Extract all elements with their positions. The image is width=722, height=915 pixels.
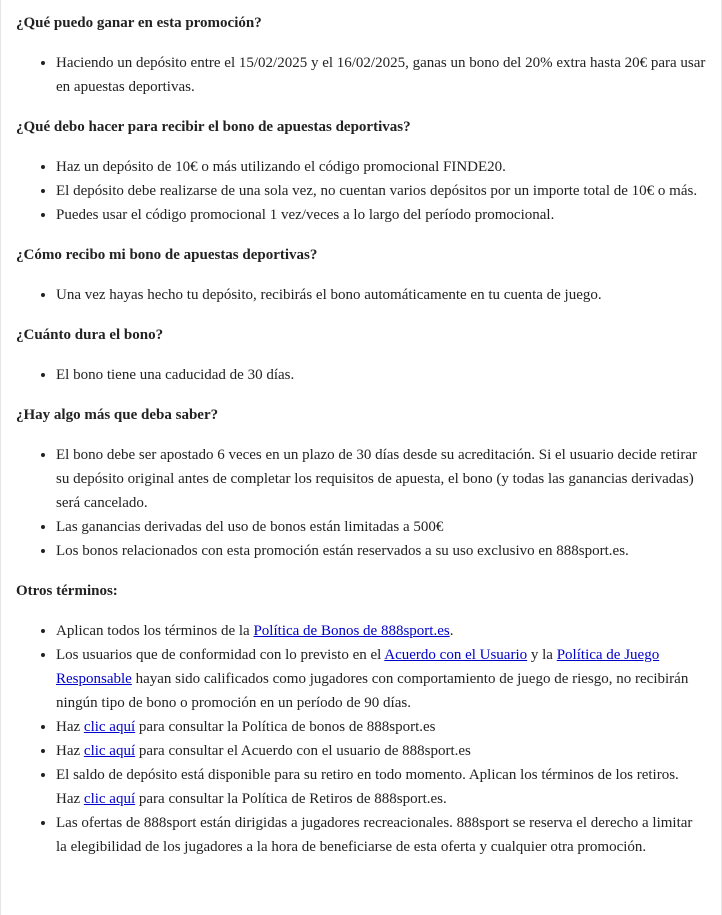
- list-item: [56, 51, 706, 99]
- item-text: Puedes usar el código promocional 1 vez/veces a lo largo del período promocional.: [56, 207, 555, 223]
- item-text: .: [449, 623, 454, 639]
- list-item: [56, 643, 706, 715]
- section-heading: ¿Cómo recibo mi bono de apuestas deportivas?: [16, 247, 318, 263]
- item-text: Los bonos relacionados con esta promoción están reservados a su uso exclusivo en 888sport.es.: [56, 543, 629, 559]
- item-text: Haz un depósito de 10€ o más utilizando el código promocional FINDE20.: [56, 159, 506, 175]
- item-text: Las ganancias derivadas del uso de bonos están limitadas a 500€: [56, 519, 444, 535]
- list-item: [56, 739, 706, 763]
- list-item: [56, 363, 706, 387]
- section-heading: ¿Qué debo hacer para recibir el bono de apuestas deportivas?: [16, 119, 411, 135]
- section-heading: ¿Hay algo más que deba saber?: [16, 407, 219, 423]
- link-click-here-agreement[interactable]: clic aquí: [83, 743, 136, 759]
- list-item: [56, 515, 706, 539]
- list-item: [56, 763, 706, 811]
- item-text: Haz: [56, 743, 84, 759]
- bullet-list: [16, 363, 706, 387]
- item-text: El saldo de depósito está disponible para su retiro en todo momento. Aplican los términos de los retiros. Haz: [56, 767, 679, 807]
- item-text: para consultar el Acuerdo con el usuario de 888sport.es: [135, 743, 471, 759]
- item-text: para consultar la Política de bonos de 888sport.es: [135, 719, 436, 735]
- item-text: Haz: [56, 719, 84, 735]
- list-item: [56, 619, 706, 643]
- section-heading: Otros términos:: [16, 583, 118, 599]
- section-heading: ¿Qué puedo ganar en esta promoción?: [16, 15, 262, 31]
- list-item: [56, 155, 706, 179]
- list-item: [56, 283, 706, 307]
- item-text: Los usuarios que de conformidad con lo previsto en el: [56, 647, 385, 663]
- bullet-list: [16, 155, 706, 227]
- list-item: [56, 811, 706, 859]
- list-item: [56, 539, 706, 563]
- link-bonus-policy[interactable]: Política de Bonos de 888sport.es: [253, 623, 450, 639]
- section-heading: ¿Cuánto dura el bono?: [16, 327, 164, 343]
- list-item: [56, 203, 706, 227]
- promo-terms-content: [1, 0, 706, 859]
- item-text: Las ofertas de 888sport están dirigidas a jugadores recreacionales. 888sport se reserva el derecho a limitar la elegibilidad de los jugadores a la hora de beneficiarse de esta oferta y cualquier otra promoción.: [56, 815, 693, 855]
- item-text: hayan sido calificados como jugadores con comportamiento de juego de riesgo, no recibirán ningún tipo de bono o promoción en un período de 90 días.: [56, 671, 689, 711]
- bullet-list: [16, 443, 706, 563]
- item-text: Aplican todos los términos de la: [56, 623, 254, 639]
- bullet-list: [16, 283, 706, 307]
- item-text: El bono tiene una caducidad de 30 días.: [56, 367, 295, 383]
- link-click-here-withdrawals[interactable]: clic aquí: [83, 791, 136, 807]
- list-item: [56, 443, 706, 515]
- bullet-list: [16, 619, 706, 859]
- item-text: El bono debe ser apostado 6 veces en un plazo de 30 días desde su acreditación. Si el usuario decide retirar su depósito original antes de completar los requisitos de apuesta, el bono (y todas las ganancias derivadas) será cancelado.: [56, 447, 698, 511]
- list-item: [56, 715, 706, 739]
- bullet-list: [16, 51, 706, 99]
- item-text: Haciendo un depósito entre el 15/02/2025 y el 16/02/2025, ganas un bono del 20% extra hasta 20€ para usar en apuestas deportivas.: [56, 55, 706, 95]
- list-item: [56, 179, 706, 203]
- item-text: El depósito debe realizarse de una sola vez, no cuentan varios depósitos por un importe total de 10€ o más.: [56, 183, 698, 199]
- item-text: para consultar la Política de Retiros de 888sport.es.: [135, 791, 447, 807]
- item-text: Una vez hayas hecho tu depósito, recibirás el bono automáticamente en tu cuenta de juego.: [56, 287, 602, 303]
- link-click-here-bonus[interactable]: clic aquí: [83, 719, 136, 735]
- link-user-agreement[interactable]: Acuerdo con el Usuario: [384, 647, 528, 663]
- link-responsible-gaming[interactable]: Política de Juego Responsable: [56, 647, 660, 687]
- item-text: y la: [527, 647, 557, 663]
